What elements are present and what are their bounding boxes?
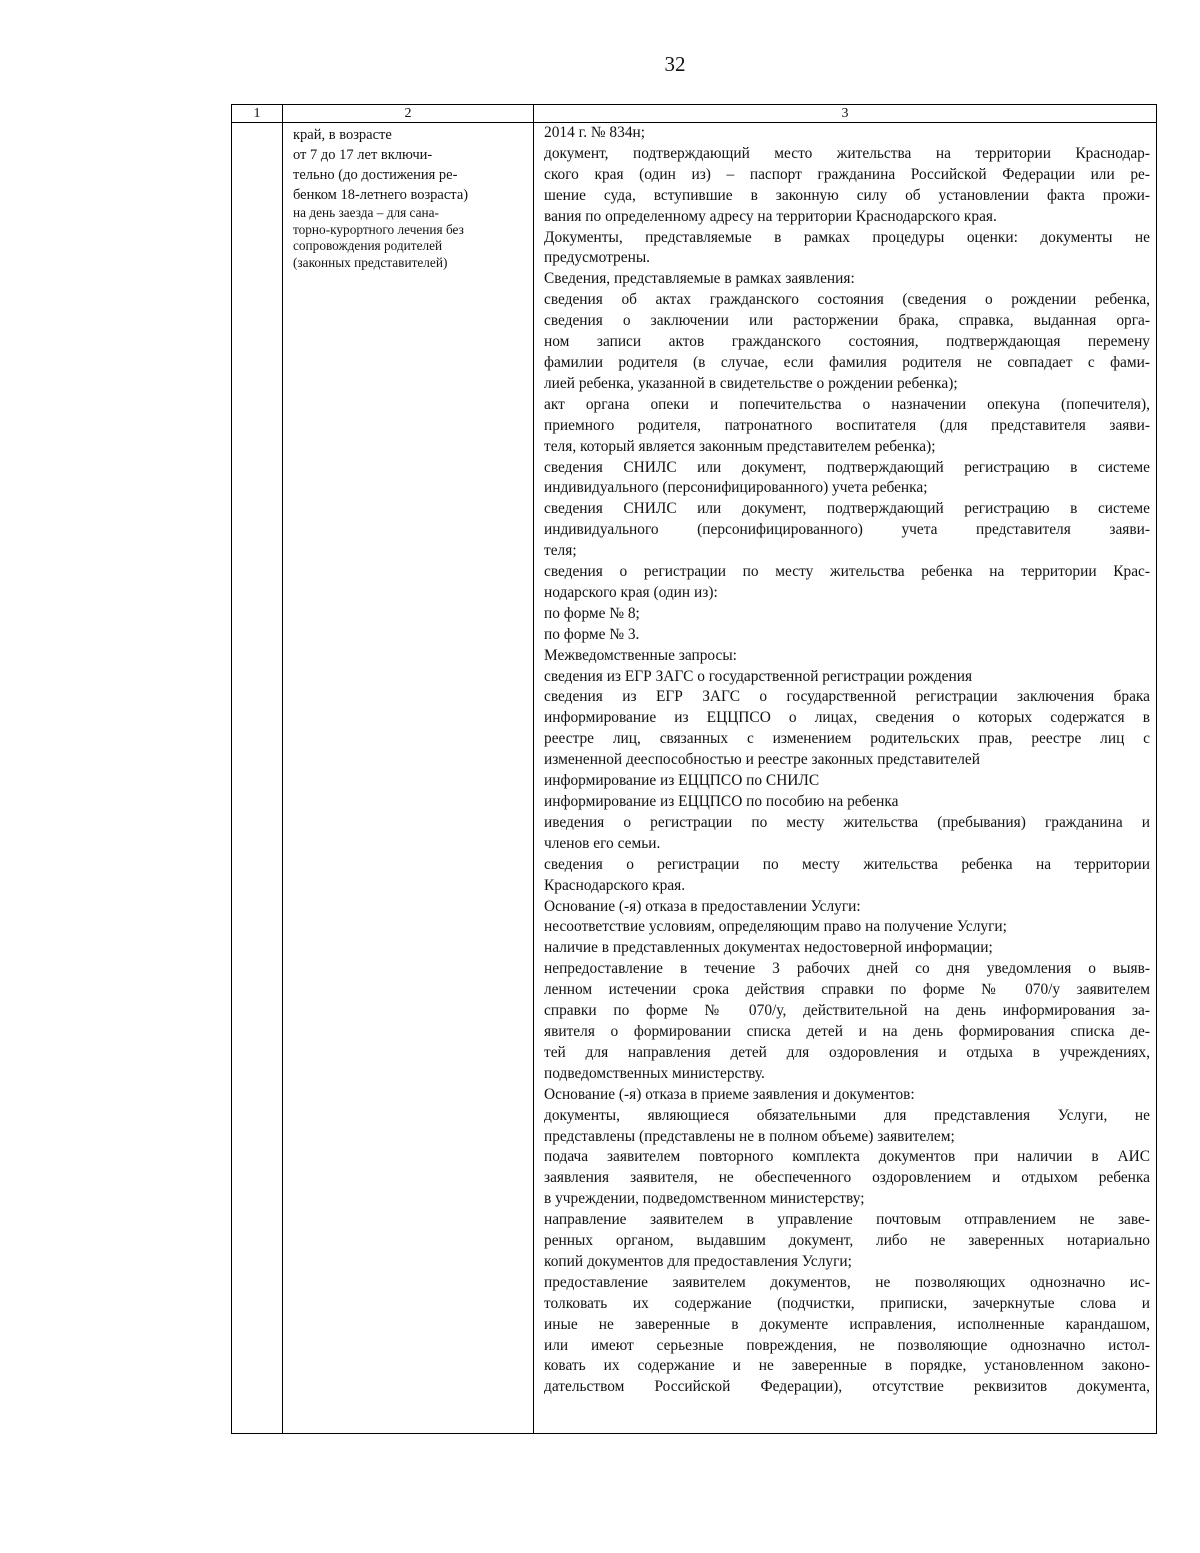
column-3-text-line: теля; <box>544 542 577 560</box>
column-2-text-line: бенком 18-летнего возраста) <box>293 187 469 203</box>
column-3-text-line: информирование из ЕЦЦПСО по СНИЛС <box>544 772 820 790</box>
column-3-text-line: Межведомственные запросы: <box>544 646 737 664</box>
column-3-text-line: сведения о регистрации по месту жительства ребенка на территории Крас- <box>544 563 1150 581</box>
column-3-text-line: сведения СНИЛС или документ, подтверждающий регистрацию в системе <box>544 458 1150 476</box>
column-3-text-line: нодарского края (один из): <box>544 583 718 601</box>
column-3-text-line: Сведения, представляемые в рамках заявления: <box>544 270 855 288</box>
column-3-text-line: документы, являющиеся обязательными для представления Услуги, не <box>544 1106 1150 1124</box>
column-header-3: 3 <box>534 105 1157 123</box>
column-3-text-line: индивидуального (персонифицированного) учета ребенка; <box>544 479 928 497</box>
column-header-1: 1 <box>232 105 283 123</box>
column-3-text-line: предоставление заявителем документов, не позволяющих однозначно ис- <box>544 1273 1150 1291</box>
column-3-text-line: ского края (один из) – паспорт гражданина Российской Федерации или ре- <box>544 165 1150 183</box>
column-2-cell <box>283 123 534 1434</box>
column-3-text-line: непредоставление в течение 3 рабочих дней со дня уведомления о выяв- <box>544 960 1150 978</box>
column-3-text-line: ренных органом, выдавшим документ, либо не заверенных нотариально <box>544 1232 1150 1250</box>
column-3-text-line: сведения СНИЛС или документ, подтверждающий регистрацию в системе <box>544 500 1150 518</box>
document-table <box>231 104 1157 1434</box>
column-2-text-line: от 7 до 17 лет включи- <box>293 147 433 163</box>
column-3-text-line: направление заявителем в управление почтовым отправлением не заве- <box>544 1211 1150 1229</box>
column-3-text-line: сведения о заключении или расторжении брака, справка, выданная орга- <box>544 312 1150 330</box>
column-3-text-line: индивидуального (персонифицированного) учета представителя заяви- <box>544 521 1150 539</box>
column-3-text-line: или имеют серьезные повреждения, не позволяющие однозначно истол- <box>544 1336 1150 1354</box>
column-2-text-line: тельно (до достижения ре- <box>293 167 458 183</box>
column-3-text-line: 2014 г. № 834н; <box>544 124 646 141</box>
column-3-text-line: сведения об актах гражданского состояния (сведения о рождении ребенка, <box>544 291 1150 309</box>
column-3-text-line: информирование из ЕЦЦПСО о лицах, сведения о которых содержатся в <box>544 709 1150 727</box>
column-2-text-line: на день заезда – для сана- <box>293 205 439 220</box>
column-3-text-line: реестре лиц, связанных с изменением родительских прав, реестре лиц с <box>544 730 1150 748</box>
column-2-text-line: (законных представителей) <box>293 254 448 270</box>
column-2-text-line: сопровождения родителей <box>293 238 443 253</box>
column-2-text-line: край, в возрасте <box>293 127 392 143</box>
column-3-text-line: приемного родителя, патронатного воспитателя (для представителя заяви- <box>544 416 1150 434</box>
column-3-text-line: ном записи актов гражданского состояния, подтверждающая перемену <box>544 333 1150 351</box>
column-3-text-line: сведения из ЕГР ЗАГС о государственной регистрации заключения брака <box>544 688 1150 706</box>
column-3-text-line: по форме № 8; <box>544 604 640 622</box>
column-3-text-line: лией ребенка, указанной в свидетельстве о рождении ребенка); <box>544 374 958 392</box>
column-3-text-line: ленном истечении срока действия справки по форме № 070/у заявителем <box>544 981 1150 999</box>
column-3-text-line: измененной дееспособностью и реестре законных представителей <box>544 751 980 769</box>
column-3-text-line: тей для направления детей для оздоровления и отдыха в учреждениях, <box>544 1043 1150 1061</box>
column-3-text-line: представлены (представлены не в полном объеме) заявителем; <box>544 1127 955 1145</box>
column-3-text-line: в учреждении, подведомственном министерству; <box>544 1190 865 1208</box>
column-3-text-line: фамилии родителя (в случае, если фамилия родителя не совпадает с фами- <box>544 353 1150 371</box>
column-3-text-line: вания по определенному адресу на территории Краснодарского края. <box>544 207 997 225</box>
column-3-text-line: информирование из ЕЦЦПСО по пособию на ребенка <box>544 793 899 810</box>
column-3-text-line: акт органа опеки и попечительства о назначении опекуна (попечителя), <box>544 395 1150 413</box>
column-3-text-line: иведения о регистрации по месту жительства (пребывания) гражданина и <box>544 813 1150 831</box>
column-3-text-line: справки по форме № 070/у, действительной на день информирования за- <box>544 1002 1150 1020</box>
column-3-text-line: по форме № 3. <box>544 625 640 643</box>
column-3-text-line: несоответствие условиям, определяющим право на получение Услуги; <box>544 918 1007 936</box>
column-3-cell <box>534 123 1157 1434</box>
column-3-text-line: дательством Российской Федерации), отсутствие реквизитов документа, <box>544 1378 1150 1396</box>
column-3-text-line: ковать их содержание и не заверенные в порядке, установленном законо- <box>544 1357 1150 1375</box>
table-header-row <box>232 105 1157 123</box>
column-3-text-line: шение суда, вступившие в законную силу об установлении факта прожи- <box>544 186 1150 204</box>
column-3-text-line: сведения из ЕГР ЗАГС о государственной регистрации рождения <box>544 667 973 685</box>
column-3-text-line: предусмотрены. <box>544 249 651 267</box>
column-1-cell <box>232 123 283 1434</box>
column-3-text-line: толковать их содержание (подчистки, приписки, зачеркнутые слова и <box>544 1294 1150 1312</box>
column-3-text-line: явителя о формировании списка детей и на день формирования списка де- <box>544 1022 1150 1040</box>
column-3-text-line: членов его семьи. <box>544 834 661 852</box>
column-3-text-line: копий документов для предоставления Услуги; <box>544 1252 852 1270</box>
column-3-text-line: подача заявителем повторного комплекта документов при наличии в АИС <box>544 1148 1150 1166</box>
table-body-row <box>232 123 1157 1434</box>
column-3-text-line: Документы, представляемые в рамках процедуры оценки: документы не <box>544 228 1150 246</box>
column-3-text-line: Основание (-я) отказа в предоставлении Услуги: <box>544 897 861 915</box>
column-3-text-line: Краснодарского края. <box>544 876 686 894</box>
column-3-text-line: сведения о регистрации по месту жительства ребенка на территории <box>544 855 1150 873</box>
column-3-text-line: документ, подтверждающий место жительства на территории Краснодар- <box>544 144 1150 162</box>
column-3-text-line: теля, который является законным представителем ребенка); <box>544 437 936 455</box>
column-3-text-line: подведомственных министерству. <box>544 1064 765 1082</box>
page-number: 32 <box>664 52 686 76</box>
column-3-text-line: заявления заявителя, не обеспеченного оздоровлением и отдыхом ребенка <box>544 1169 1150 1187</box>
column-3-text-line: наличие в представленных документах недостоверной информации; <box>544 939 993 957</box>
column-2-text-line: торно-курортного лечения без <box>293 221 464 237</box>
column-3-text-line: Основание (-я) отказа в приеме заявления и документов: <box>544 1085 915 1103</box>
column-header-2: 2 <box>283 105 534 123</box>
column-3-text-line: иные не заверенные в документе исправления, исполненные карандашом, <box>544 1315 1150 1333</box>
